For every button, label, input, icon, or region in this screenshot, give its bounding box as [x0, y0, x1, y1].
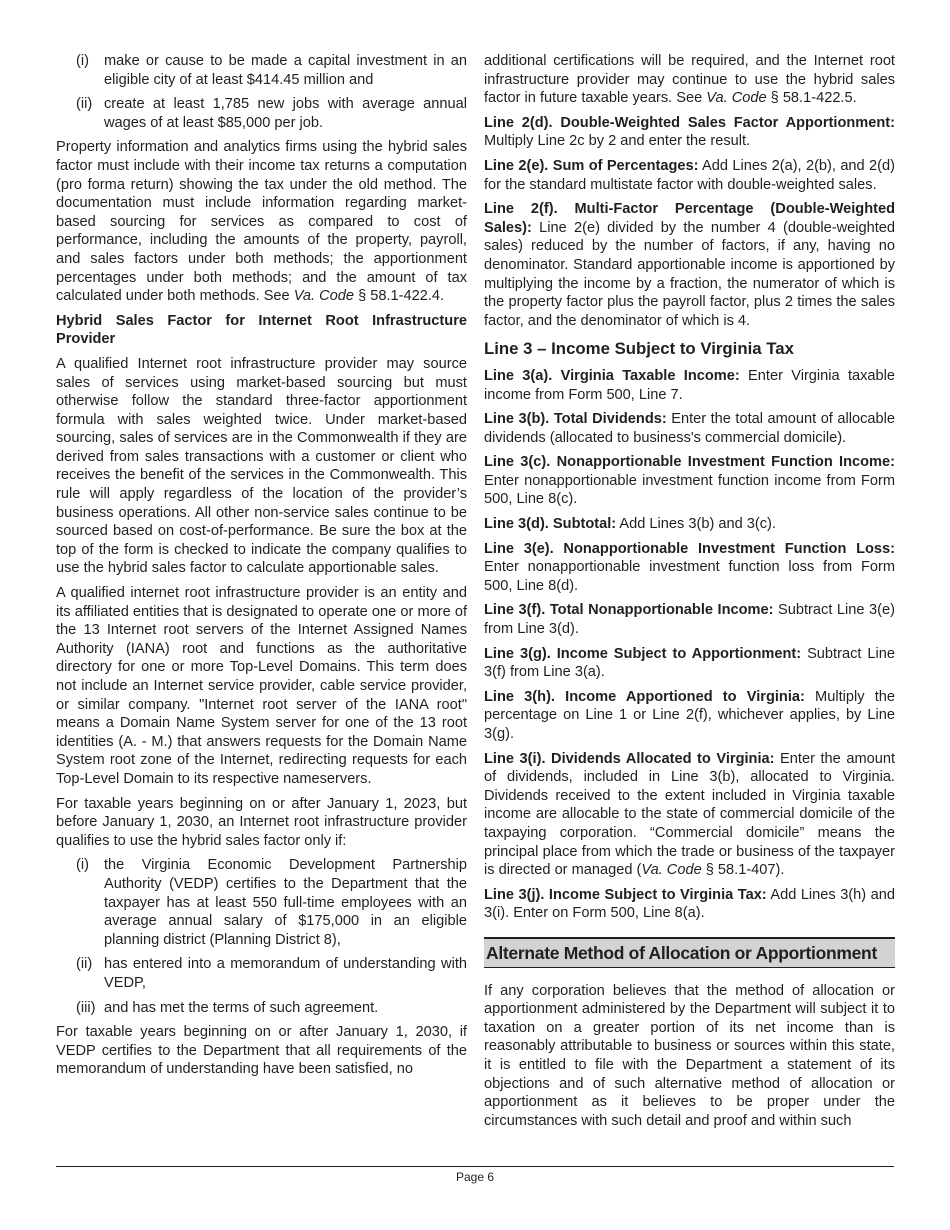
- list-item: [56, 95, 467, 132]
- paragraph-text: § 58.1-422.4.: [354, 288, 445, 305]
- line-3d: [484, 515, 895, 534]
- line-label: Line 3(f). Total Nonapportionable Income:: [484, 602, 774, 619]
- list-number: (ii): [76, 96, 93, 113]
- line-label: Line 3(b). Total Dividends:: [484, 411, 667, 428]
- paragraph-text: additional certifications will be required, and the Internet root infrastructure provider may continue to use the hybrid sales factor in future taxable years. See: [484, 53, 895, 107]
- line-text: Enter Virginia taxable income from Form 500, Line 7.: [484, 367, 896, 403]
- paragraph-continued: [484, 52, 895, 108]
- list-text: make or cause to be made a capital investment in an eligible city of at least $414.45 million and: [104, 53, 467, 88]
- line-label: Line 3(j). Income Subject to Virginia Tax:: [484, 886, 767, 903]
- line-text: Enter nonapportionable investment function income from Form 500, Line 8(c).: [484, 472, 895, 508]
- line-label: Line 2(f). Multi-Factor Percentage (Double-Weighted Sales):: [484, 201, 895, 236]
- line-3f: [484, 601, 895, 638]
- line-label: Line 3(d). Subtotal:: [484, 516, 617, 533]
- line-text: Line 2(e) divided by the number 4 (double-weighted sales) reduced by the number of factors, if any, having no denominator. Standard apportionable income is apportioned by multiplying the income by a fraction, the numerator of which is the property factor plus the payroll factor, plus 2 times the sales factor, and the denominator of which is 4.: [484, 219, 895, 329]
- line-3i: [484, 750, 895, 880]
- alternate-method-banner: Alternate Method of Allocation or Apportionment: [484, 937, 895, 968]
- list-text: and has met the terms of such agreement.: [104, 999, 379, 1016]
- paragraph-qualification: For taxable years beginning on or after January 1, 2023, but before January 1, 2030, an Internet root infrastructure provider qualifies to use the hybrid sales factor only if:: [56, 795, 467, 849]
- citation: Va. Code: [706, 90, 767, 107]
- list-number: (iii): [76, 999, 96, 1016]
- line-label: Line 3(a). Virginia Taxable Income:: [484, 367, 740, 384]
- left-column: [56, 52, 467, 1085]
- line-label: Line 3(c). Nonapportionable Investment Function Income:: [484, 454, 895, 471]
- line-label: Line 2(e). Sum of Percentages:: [484, 157, 699, 174]
- line-text: Enter the amount of dividends, included in Line 3(b), allocated to Virginia. Dividends received to the extent included in Virginia taxable income are allocable to the state of commercial domicile of the taxpaying corporation. “Commercial domicile” means the principal place from which the trade or business of the taxpayer is directed or managed (: [484, 750, 896, 879]
- list-item: [56, 999, 467, 1018]
- line-2f: [484, 200, 895, 330]
- line-3j: [484, 886, 895, 923]
- line-label: Line 3(e). Nonapportionable Investment Function Loss:: [484, 540, 895, 557]
- line-3-heading: Line 3 – Income Subject to Virginia Tax: [484, 339, 794, 359]
- list-text: the Virginia Economic Development Partnership Authority (VEDP) certifies to the Department that the taxpayer has at least 550 full-time employees with an average annual salary of $175,000 in an eligible planning district (Planning District 8),: [104, 857, 467, 948]
- paragraph-text: Property information and analytics firms using the hybrid sales factor must include with their income tax returns a computation (pro forma return) showing the tax under the old method. The documentation must include information regarding market-based sourcing for services as compared to cost of performance, including the amounts of the property, payroll, and sales factors under both methods; the apportionment percentages under both methods; and the amount of tax calculated under both methods. See: [56, 139, 467, 305]
- line-3c: [484, 453, 895, 509]
- citation: Va. Code: [293, 288, 355, 305]
- paragraph-hybrid-sourcing: A qualified Internet root infrastructure provider may source sales of services using market-based sourcing but must otherwise follow the standard three-factor apportionment formula with sales weighted twice. Under market-based sourcing, sales of services are in the Commonwealth if they are derived from sales transactions with a customer or client who receives the benefit of the services in the Commonwealth. This rule will apply regardless of the location of the provider’s business operations. All other non-service sales continue to be sourced based on cost-of-performance. Be sure the box at the top of the form is checked to indicate the company qualifies to use the hybrid sales factor to calculate apportionable sales.: [56, 355, 467, 577]
- list-item: [56, 856, 467, 949]
- list-number: (ii): [76, 956, 93, 973]
- line-label: Line 3(h). Income Apportioned to Virginia:: [484, 688, 805, 705]
- list-text: create at least 1,785 new jobs with average annual wages of at least $85,000 per job.: [104, 96, 467, 131]
- line-label: Line 3(g). Income Subject to Apportionment:: [484, 645, 802, 662]
- line-text: Multiply Line 2c by 2 and enter the result.: [484, 133, 751, 150]
- paragraph-pro-forma: [56, 138, 467, 305]
- list-item: [56, 52, 467, 89]
- line-2d: [484, 114, 895, 151]
- paragraph-root-provider-definition: A qualified internet root infrastructure provider is an entity and its affiliated entities that is designated to operate one or more of the 13 Internet root servers of the Internet Assigned Names Authority (IANA) root and functions as the authoritative directory for one or more Top-Level Domains. This term does not include an Internet service provider, cable service provider, or similar company. "Internet root server of the IANA root" means a Domain Name System server for one of the 13 root identities (A. - M.) that answers requests for the Domain Name System root zone of the Internet, redirecting requests for each Top-Level Domain to its respective nameservers.: [56, 585, 467, 787]
- line-label: Line 3(i). Dividends Allocated to Virginia:: [484, 750, 775, 767]
- line-3g: [484, 645, 895, 682]
- right-column: [484, 52, 895, 1136]
- line-text: Subtract Line 3(f) from Line 3(a).: [484, 645, 895, 681]
- hybrid-sales-heading: Hybrid Sales Factor for Internet Root Infrastructure Provider: [56, 312, 467, 348]
- line-3a: [484, 367, 895, 404]
- line-3b: [484, 410, 895, 447]
- citation: Va. Code: [641, 862, 702, 879]
- line-text: Enter nonapportionable investment function loss from Form 500, Line 8(d).: [484, 559, 895, 594]
- line-3h: [484, 688, 895, 744]
- paragraph-alternate-method: If any corporation believes that the method of allocation or apportionment administered by the Department will subject it to taxation on a greater portion of its net income than is reasonably attributable to business or sources within this state, it is entitled to file with the Department a statement of its objections and of such alternative method of allocation or apportionment as it believes to be proper under the circumstances with such detail and proof and within such: [484, 982, 895, 1129]
- line-text: Add Lines 3(b) and 3(c).: [616, 516, 776, 533]
- line-label: Line 2(d). Double-Weighted Sales Factor Apportionment:: [484, 114, 895, 131]
- list-item: [56, 955, 467, 992]
- line-3e: [484, 540, 895, 596]
- list-text: has entered into a memorandum of understanding with VEDP,: [104, 956, 467, 991]
- footer-divider: [56, 1166, 894, 1167]
- line-text: § 58.1-407).: [701, 862, 785, 879]
- page-number: Page 6: [455, 1170, 495, 1184]
- line-text: Subtract Line 3(e) from Line 3(d).: [484, 602, 895, 638]
- line-text: Multiply the percentage on Line 1 or Line 2(f), whichever applies, by Line 3(g).: [484, 688, 895, 742]
- paragraph-2030: For taxable years beginning on or after January 1, 2030, if VEDP certifies to the Department that all requirements of the memorandum of understanding have been satisfied, no: [56, 1024, 467, 1078]
- line-2e: [484, 157, 895, 194]
- line-text: Enter the total amount of allocable dividends (allocated to business's commercial domicile).: [484, 411, 895, 446]
- list-number: (i): [76, 857, 89, 874]
- paragraph-text: § 58.1-422.5.: [766, 90, 857, 107]
- list-number: (i): [76, 53, 89, 69]
- line-text: Add Lines 3(h) and 3(i). Enter on Form 500, Line 8(a).: [484, 886, 895, 922]
- line-text: Add Lines 2(a), 2(b), and 2(d) for the standard multistate factor with double-weighted sales.: [484, 157, 895, 193]
